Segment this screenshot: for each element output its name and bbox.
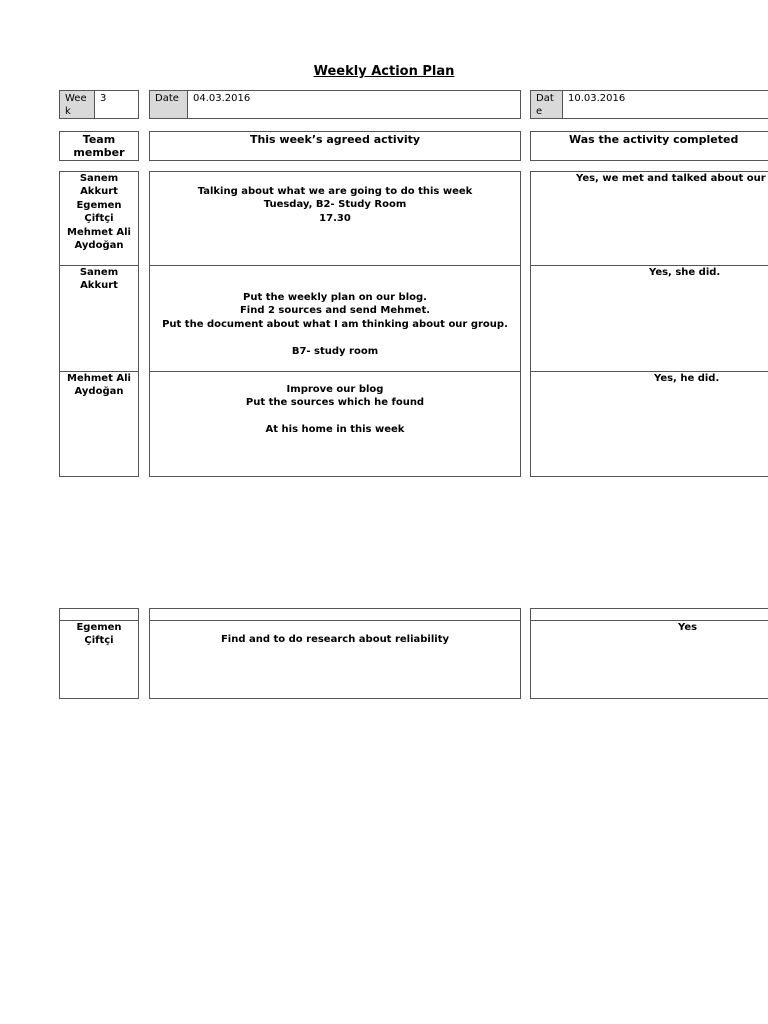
- table-row-completed-cell: Yes, she did.: [530, 265, 768, 372]
- table-row-activity-cell: Find and to do research about reliability: [149, 620, 521, 699]
- column-header-activity: This week’s agreed activity: [149, 131, 521, 161]
- table-row-completed-cell: Yes, we met and talked about our: [530, 171, 768, 266]
- week-field: [59, 90, 139, 119]
- table-row-member-cell: Egemen Çiftçi: [59, 620, 139, 699]
- table-row-completed-cell: Yes: [530, 620, 768, 699]
- page-title: Weekly Action Plan: [313, 64, 455, 79]
- column-header-member: Team member: [59, 131, 139, 161]
- week-label: Wee k: [60, 91, 95, 118]
- date-label: Date: [150, 91, 188, 118]
- table-row-member-cell: Mehmet Ali Aydoğan: [59, 371, 139, 477]
- table-row-activity-cell: Put the weekly plan on our blog. Find 2 sources and send Mehmet. Put the document about what I am thinking about our group. B7- study room: [149, 265, 521, 372]
- end-date-field: [530, 90, 768, 119]
- table-row-member-cell: Sanem Akkurt: [59, 265, 139, 372]
- date-field: [149, 90, 521, 119]
- week-value: 3: [100, 93, 107, 104]
- table-row-activity-cell: Improve our blog Put the sources which he found At his home in this week: [149, 371, 521, 477]
- column-header-completed: Was the activity completed: [530, 131, 768, 161]
- date-value: 04.03.2016: [193, 93, 251, 104]
- table-row-member-cell: Sanem Akkurt Egemen Çiftçi Mehmet Ali Aydoğan: [59, 171, 139, 266]
- end-date-label: Dat e: [531, 91, 563, 118]
- table-row-activity-cell: Talking about what we are going to do this week Tuesday, B2- Study Room 17.30: [149, 171, 521, 266]
- table-row-completed-cell: Yes, he did.: [530, 371, 768, 477]
- end-date-value: 10.03.2016: [568, 93, 626, 104]
